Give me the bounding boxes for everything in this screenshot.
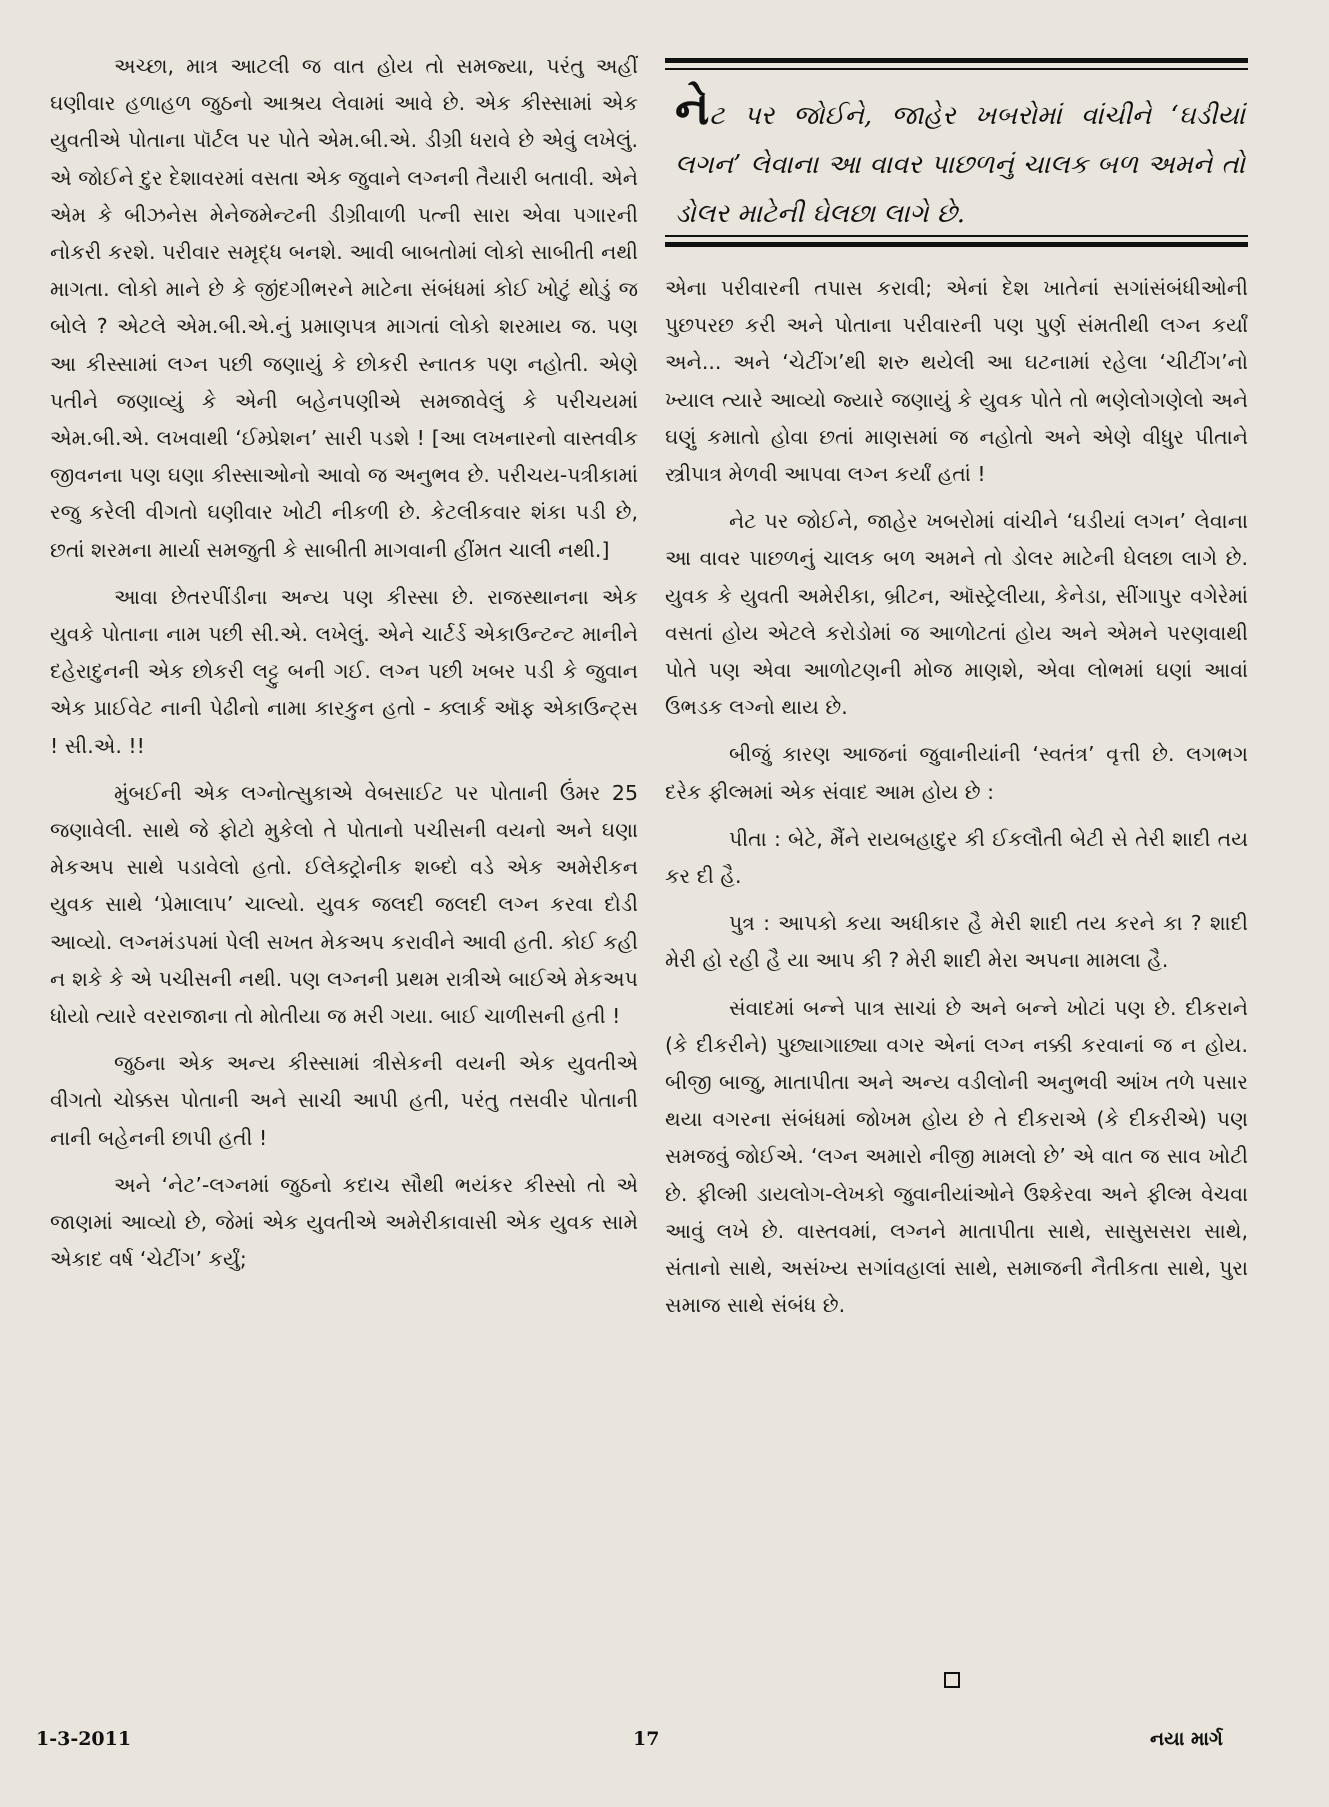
pull-quote-text — [675, 81, 1245, 239]
article-paragraph: અચ્છા, માત્ર આટલી જ વાત હોય તો સમજ્યા, પરંતુ અહીં ઘણીવાર હળાહળ જુઠનો આશ્રય લેવામાં આવે છે. એક કીસ્સામાં એક યુવતીએ પોતાના પૉર્ટલ પર પોતે એમ.બી.એ. ડીગ્રી ધરાવે છે એવું લખેલું. એ જોઈને દુર દેશાવરમાં વસતા એક જુવાને લગ્નની તૈયારી બતાવી. એને એમ કે બીઝનેસ મેનેજમેન્ટની ડીગ્રીવાળી પત્ની સારા એવા પગારની નોકરી કરશે. પરીવાર સમૃદ્ધ બનશે. આવી બાબતોમાં લોકો સાબીતી નથી માગતા. લોકો માને છે કે જીંદગીભરને માટેના સંબંધમાં કોઈ ખોટું થોડું જ બોલે ? એટલે એમ.બી.એ.નું પ્રમાણપત્ર માગતાં લોકો શરમાય જ. પણ આ કીસ્સામાં લગ્ન પછી જણાયું કે છોકરી સ્નાતક પણ નહોતી. એણે પતીને જણાવ્યું કે એની બહેનપણીએ સમજાવેલું કે પરીચયમાં એમ.બી.એ. લખવાથી ‘ઈમ્પ્રેશન’ સારી પડશે ! [આ લખનારનો વાસ્તવીક જીવનના પણ ઘણા કીસ્સાઓનો આવો જ અનુભવ છે. પરીચય-પત્રીકામાં રજુ કરેલી વીગતો ઘણીવાર ખોટી નીકળી છે. કેટલીકવાર શંકા પડી છે, છતાં શરમના માર્યા સમજુતી કે સાબીતી માગવાની હીંમત ચાલી નથી.] — [50, 54, 638, 562]
pull-quote-rule-top-thin — [665, 68, 1248, 70]
magazine-name: નયા માર્ગ — [1150, 1728, 1223, 1750]
dialogue-line: પુત્ર : આપકો કયા અધીકાર હૈ મેરી શાદી તય કરને કા ? શાદી મેરી હો રહી હૈ યા આપ કી ? મેરી શાદી મેરા અપના મામલા હૈ. — [665, 911, 1248, 973]
article-paragraph: બીજું કારણ આજનાં જુવાનીયાંની ‘સ્વતંત્ર’ વૃત્તી છે. લગભગ દરેક ફીલ્મમાં એક સંવાદ આમ હોય છે : — [665, 742, 1248, 804]
pull-quote-rule-bottom — [665, 242, 1248, 247]
pull-quote-rule-top — [665, 58, 1248, 63]
article-paragraph: મુંબઈની એક લગ્નોત્સુકાએ વેબસાઈટ પર પોતાની ઉંમર 25 જણાવેલી. સાથે જે ફોટો મુકેલો તે પોતાનો પચીસની વયનો અને ઘણા મેકઅપ સાથે પડાવેલો હતો. ઈલેક્ટ્રોનીક શબ્દો વડે એક અમેરીકન યુવક સાથે ‘પ્રેમાલાપ’ ચાલ્યો. યુવક જલદી જલદી લગ્ન કરવા દોડી આવ્યો. લગ્નમંડપમાં પેલી સખત મેકઅપ કરાવીને આવી હતી. કોઈ કહી ન શકે કે એ પચીસની નથી. પણ લગ્નની પ્રથમ રાત્રીએ બાઈએ મેકઅપ ધોયો ત્યારે વરરાજાના તો મોતીયા જ મરી ગયા. બાઈ ચાળીસની હતી ! — [50, 780, 638, 1029]
article-paragraph-continued: એના પરીવારની તપાસ કરાવી; એનાં દેશ ખાતેનાં સગાંસંબંધીઓની પુછપરછ કરી અને પોતાના પરીવારની પણ પુર્ણ સંમતીથી લગ્ન કર્યાં અને... અને ‘ચેટીંગ’થી શરુ થયેલી આ ઘટનામાં રહેલા ‘ચીટીંગ’નો ખ્યાલ ત્યારે આવ્યો જ્યારે જણાયું કે યુવક પોતે તો ભણેલોગણેલો અને ઘણું કમાતો હોવા છતાં માણસમાં જ નહોતો અને એણે વીધુર પીતાને સ્ત્રીપાત્ર મેળવી આપવા લગ્ન કર્યાં હતાં ! — [665, 276, 1248, 487]
article-paragraph: નેટ પર જોઈને, જાહેર ખબરોમાં વાંચીને ‘ઘડીયાં લગન’ લેવાના આ વાવર પાછળનું ચાલક બળ અમને તો ડોલર માટેની ઘેલછા લાગે છે. યુવક કે યુવતી અમેરીકા, બ્રીટન, ઑસ્ટ્રેલીયા, કેનેડા, સીંગાપુર વગેરેમાં વસતાં હોય એટલે કરોડોમાં જ આળોટતાં હોય અને એમને પરણવાથી પોતે પણ એવા આળોટણની મોજ માણશે, એવા લોભમાં ઘણાં આવાં ઉભડક લગ્નો થાય છે. — [665, 509, 1248, 720]
square-outline-icon — [944, 1672, 960, 1688]
page-number: 17 — [633, 1728, 660, 1750]
left-column — [50, 48, 638, 1289]
pull-quote-body: ટ પર જોઈને, જાહેર ખબરોમાં વાંચીને ‘ઘડીયાં લગન’ લેવાના આ વાવર પાછળનું ચાલક બળ અમને તો ડોલર માટેની ઘેલછા લાગે છે. — [675, 101, 1245, 229]
pull-quote-dropcap: ને — [675, 81, 710, 135]
right-column — [665, 270, 1248, 1334]
footer-date: 1-3-2011 — [36, 1728, 132, 1750]
article-paragraph: અને ‘નેટ’-લગ્નમાં જુઠનો કદાચ સૌથી ભયંકર કીસ્સો તો એ જાણમાં આવ્યો છે, જેમાં એક યુવતીએ અમેરીકાવાસી એક યુવક સામે એકાદ વર્ષ ‘ચેટીંગ’ કર્યું; — [50, 1172, 638, 1272]
pull-quote-rule-bottom-thin — [665, 235, 1248, 237]
dialogue-line: પીતા : બેટે, મૈંને રાયબહાદુર કી ઈકલૌતી બેટી સે તેરી શાદી તય કર દી હૈ. — [665, 826, 1248, 889]
article-paragraph: સંવાદમાં બન્ને પાત્ર સાચાં છે અને બન્ને ખોટાં પણ છે. દીકરાને (કે દીકરીને) પુછ્યાગાછ્યા વગર એનાં લગ્ન નક્કી કરવાનાં જ ન હોય. બીજી બાજુ, માતાપીતા અને અન્ય વડીલોની અનુભવી આંખ તળે પસાર થયા વગરના સંબંધમાં જોખમ હોય છે તે દીકરાએ (કે દીકરીએ) પણ સમજવું જોઈએ. ‘લગ્ન અમારો નીજી મામલો છે’ એ વાત જ સાવ ખોટી છે. ફીલ્મી ડાયલોગ-લેખકો જુવાનીયાંઓને ઉશ્કેરવા અને ફીલ્મ વેચવા આવું લખે છે. વાસ્તવમાં, લગ્નને માતાપીતા સાથે, સાસુસસરા સાથે, સંતાનો સાથે, અસંખ્ય સગાંવહાલાં સાથે, સમાજની નૈતીકતા સાથે, પુરા સમાજ સાથે સંબંધ છે. — [665, 995, 1248, 1318]
article-paragraph: આવા છેતરપીંડીના અન્ય પણ કીસ્સા છે. રાજસ્થાનના એક યુવકે પોતાના નામ પછી સી.એ. લખેલું. એને ચાર્ટર્ડ એકાઉન્ટન્ટ માનીને દહેરાદુનની એક છોકરી લટ્ટુ બની ગઈ. લગ્ન પછી ખબર પડી કે જુવાન એક પ્રાઈવેટ નાની પેઢીનો નામા કારકુન હતો - ક્લાર્ક ઑફ એકાઉન્ટ્સ ! સી.એ. !! — [50, 584, 638, 758]
article-paragraph: જુઠના એક અન્ય કીસ્સામાં ત્રીસેકની વયની એક યુવતીએ વીગતો ચોક્કસ પોતાની અને સાચી આપી હતી, પરંતુ તસવીર પોતાની નાની બહેનની છાપી હતી ! — [50, 1051, 638, 1150]
pull-quote — [665, 54, 1248, 254]
